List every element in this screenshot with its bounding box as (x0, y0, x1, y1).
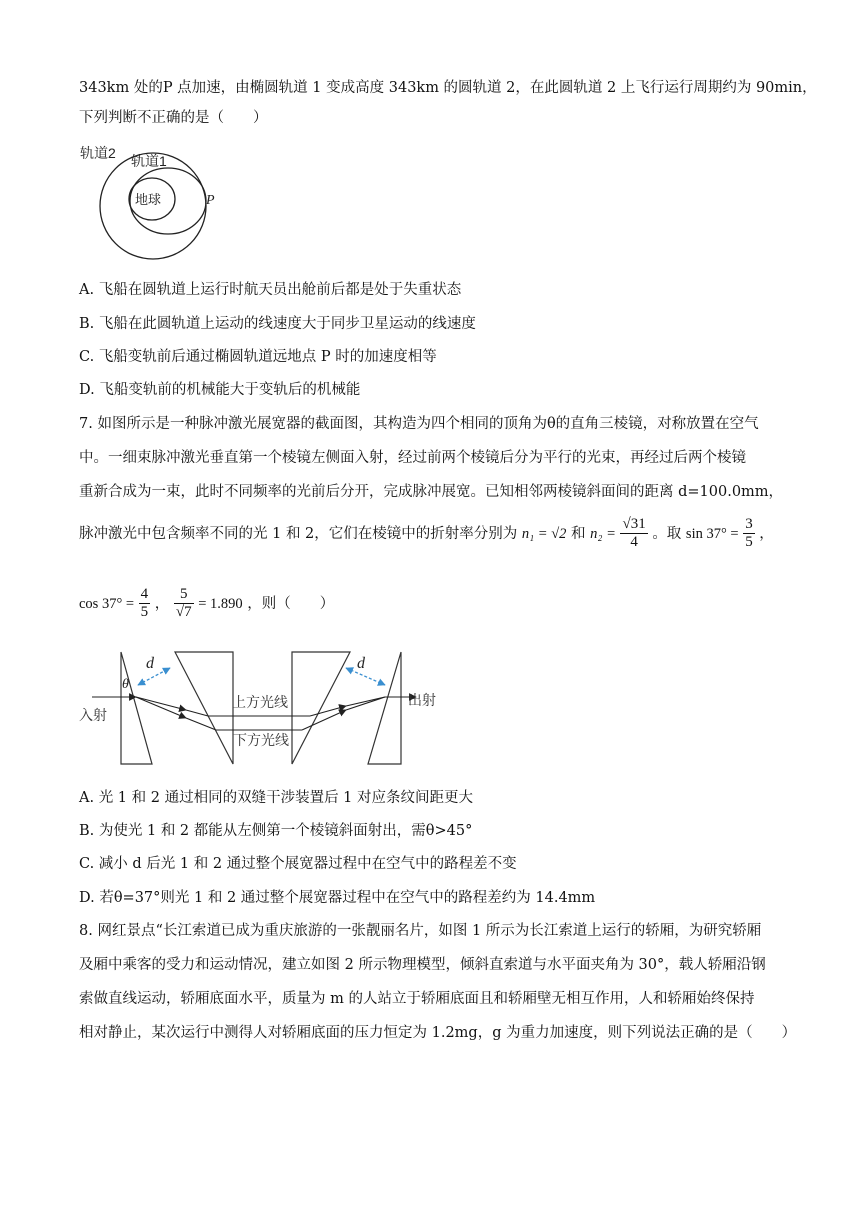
q8-stem-line-4: 相对静止，某次运行中测得人对轿厢底面的压力恒定为 1.2mg，g 为重力加速度，则下列说法正确的是（ ） (79, 1025, 797, 1041)
take-text: 。取 (652, 525, 682, 542)
q6-stem-line-1: 343km 处的P 点加速，由椭圆轨道 1 变成高度 343km 的圆轨道 2，在此圆轨道 2 上飞行运行周期约为 90min， (79, 80, 817, 96)
n2-fraction (620, 516, 647, 552)
prism-stretcher-figure (78, 644, 458, 772)
theta-label: θ (122, 677, 129, 692)
q7-stem-line-1: 7. 如图所示是一种脉冲激光展宽器的截面图，其构造为四个相同的顶角为θ的直角三棱镜，对称放置在空气 (79, 416, 759, 432)
orbit-1-label: 轨道1 (131, 153, 167, 169)
q7-line4-text: 脉冲激光中包含频率不同的光 1 和 2，它们在棱镜中的折射率分别为 (79, 525, 518, 542)
exit-label: 出射 (408, 692, 436, 708)
q6-option-d: D. 飞船变轨前的机械能大于变轨后的机械能 (79, 382, 361, 398)
lower-ray-label: 下方光线 (233, 732, 289, 748)
orbit-figure (76, 140, 226, 260)
upper-ray-label: 上方光线 (232, 694, 288, 710)
n2-lhs: n₂ = (590, 525, 616, 542)
ratio-value: = 1.890 (198, 595, 243, 612)
then-text: ，则（ ） (247, 595, 335, 612)
q7-stem-line-5: cos 37° = $\frac{4}{5}$ ， $\frac{5}{√7}$ = 1.890 ，则（ ） (79, 586, 335, 621)
q7-stem-line-4: 脉冲激光中包含频率不同的光 1 和 2，它们在棱镜中的折射率分别为 n₁ = √2 和 n₂ = $\frac{√31}{4}$ 。取 sin 37° = $\frac{3}{5}$ ， (79, 516, 774, 551)
orbit-2-label: 轨道2 (80, 145, 116, 161)
upper-recombine-ray (310, 706, 346, 716)
prism-2 (175, 652, 233, 764)
prism-4 (368, 652, 401, 764)
sin-numerator: 3 (743, 516, 755, 534)
q6-option-b: B. 飞船在此圆轨道上运动的线速度大于同步卫星运动的线速度 (79, 316, 476, 332)
incident-label: 入射 (79, 707, 107, 723)
d-label-right: d (357, 655, 365, 672)
q7-option-d: D. 若θ=37°则光 1 和 2 通过整个展宽器过程中在空气中的路程差约为 14.4mm (79, 890, 596, 906)
sin-denominator: 5 (745, 534, 753, 551)
cos-numerator: 4 (139, 586, 151, 604)
q8-stem-line-1: 8. 网红景点“长江索道已成为重庆旅游的一张靓丽名片，如图 1 所示为长江索道上运行的轿厢，为研究轿厢 (79, 923, 762, 939)
sin-fraction (743, 516, 755, 552)
ratio-denominator: √7 (175, 604, 192, 621)
lower-recombine-ray (302, 710, 346, 730)
cos-denominator: 5 (140, 604, 149, 621)
d-label-left: d (146, 655, 154, 672)
q8-stem-line-3: 索做直线运动，轿厢底面水平，质量为 m 的人站立于轿厢底面且和轿厢壁无相互作用，人和轿厢始终保持 (79, 991, 755, 1007)
q7-option-a: A. 光 1 和 2 通过相同的双缝干涉装置后 1 对应条纹间距更大 (79, 790, 474, 806)
n1-expression: n₁ = √2 (521, 525, 567, 542)
n2-denominator: 4 (630, 534, 638, 551)
d-arrow-left (138, 668, 170, 685)
cos-fraction (139, 586, 151, 622)
q7-option-b: B. 为使光 1 和 2 都能从左侧第一个棱镜斜面射出，需θ>45° (79, 823, 473, 839)
cos-lhs: cos 37° = (79, 595, 135, 612)
earth-label: 地球 (135, 192, 162, 207)
q6-option-c: C. 飞船变轨前后通过椭圆轨道远地点 P 时的加速度相等 (79, 349, 437, 365)
q7-stem-line-2: 中。一细束脉冲激光垂直第一个棱镜左侧面入射，经过前两个棱镜后分为平行的光束，再经过后两个棱镜 (79, 450, 746, 466)
q6-option-a: A. 飞船在圆轨道上运行时航天员出舱前后都是处于失重状态 (79, 282, 462, 298)
q7-stem-line-3: 重新合成为一束，此时不同频率的光前后分开，完成脉冲展宽。已知相邻两棱镜斜面间的距离 d=100.0mm， (79, 484, 784, 500)
q6-stem-line-2: 下列判断不正确的是（ ） (79, 110, 268, 126)
n2-numerator: √31 (620, 516, 647, 534)
ratio-numerator: 5 (174, 586, 194, 604)
ratio-fraction (174, 586, 194, 622)
d-arrow-right (346, 668, 385, 685)
point-p-label: P (206, 193, 215, 208)
q8-stem-line-2: 及厢中乘客的受力和运动情况，建立如图 2 所示物理模型，倾斜直索道与水平面夹角为 30°，载人轿厢沿钢 (79, 957, 766, 973)
prism-3 (292, 652, 350, 764)
q7-option-c: C. 减小 d 后光 1 和 2 通过整个展宽器过程中在空气中的路程差不变 (79, 856, 517, 872)
and-text: 和 (571, 525, 586, 542)
sin-lhs: sin 37° = (685, 525, 739, 542)
